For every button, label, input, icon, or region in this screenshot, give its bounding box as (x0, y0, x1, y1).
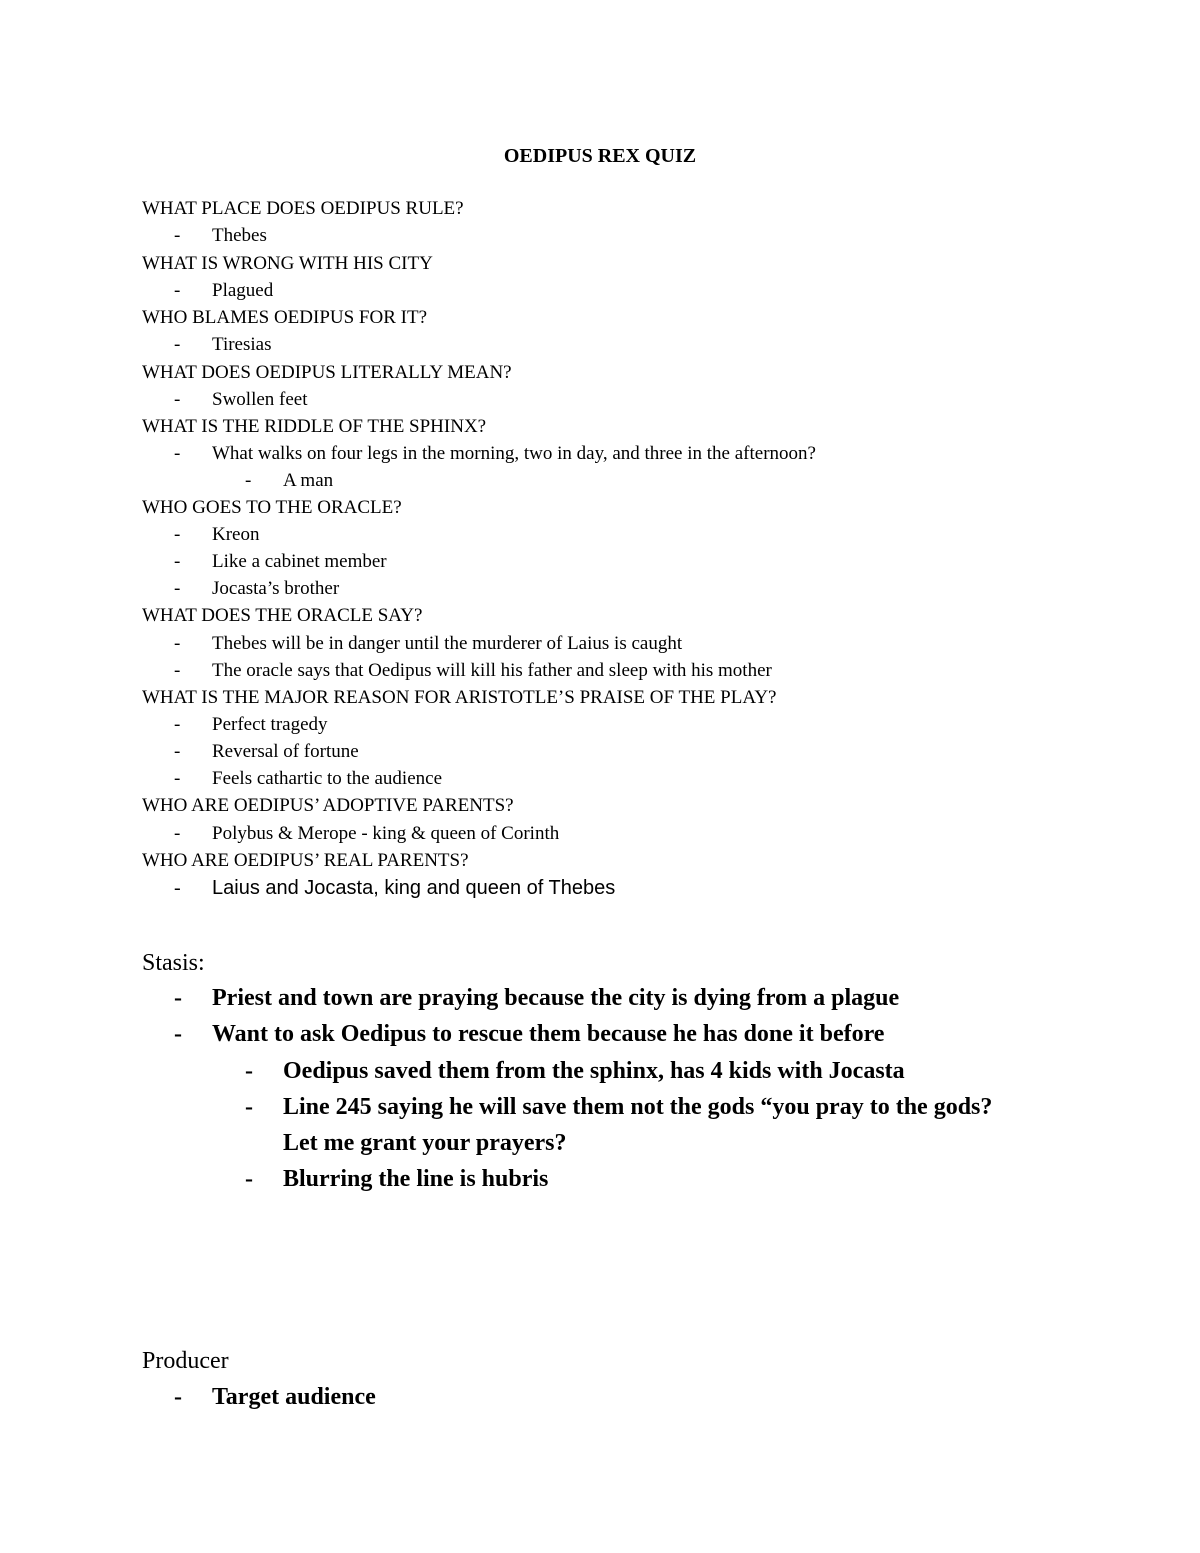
quiz-answer: - Kreon (174, 524, 260, 545)
quiz-answer: - Polybus & Merope - king & queen of Corinth (174, 823, 560, 844)
stasis-sub-point-continued: Let me grant your prayers? (283, 1130, 567, 1156)
bullet-dash: - (174, 1021, 182, 1047)
quiz-answer: - Plagued (174, 280, 274, 301)
bullet-dash: - (174, 280, 181, 301)
quiz-answer: - What walks on four legs in the morning, two in day, and three in the afternoon? (174, 443, 816, 464)
bullet-dash: - (174, 524, 181, 545)
quiz-answer: - Tiresias (174, 334, 272, 355)
bullet-dash: - (174, 225, 181, 246)
quiz-answer: - Thebes (174, 225, 267, 246)
quiz-question: WHO ARE OEDIPUS’ ADOPTIVE PARENTS? (142, 795, 514, 816)
bullet-dash: - (174, 443, 181, 464)
producer-heading: Producer (142, 1348, 229, 1374)
stasis-sub-point: - Line 245 saying he will save them not the gods “you pray to the gods? (245, 1094, 993, 1120)
quiz-question: WHO ARE OEDIPUS’ REAL PARENTS? (142, 850, 469, 871)
quiz-question: WHAT IS WRONG WITH HIS CITY (142, 253, 433, 274)
quiz-answer: - Laius and Jocasta, king and queen of Thebes (174, 877, 616, 899)
quiz-question: WHO GOES TO THE ORACLE? (142, 497, 402, 518)
bullet-dash: - (174, 1384, 182, 1410)
quiz-question: WHAT IS THE MAJOR REASON FOR ARISTOTLE’S PRAISE OF THE PLAY? (142, 687, 777, 708)
quiz-question: WHAT PLACE DOES OEDIPUS RULE? (142, 198, 464, 219)
bullet-dash: - (245, 1094, 253, 1120)
quiz-question: WHAT IS THE RIDDLE OF THE SPHINX? (142, 416, 487, 437)
stasis-point: - Priest and town are praying because the city is dying from a plague (174, 985, 900, 1011)
quiz-question: WHO BLAMES OEDIPUS FOR IT? (142, 307, 427, 328)
stasis-heading: Stasis: (142, 950, 205, 976)
bullet-dash: - (174, 633, 181, 654)
quiz-answer: - The oracle says that Oedipus will kill his father and sleep with his mother (174, 660, 772, 681)
bullet-dash: - (174, 714, 181, 735)
bullet-dash: - (174, 741, 181, 762)
bullet-dash: - (174, 578, 181, 599)
bullet-dash: - (174, 985, 182, 1011)
quiz-answer: - Reversal of fortune (174, 741, 359, 762)
stasis-point: - Want to ask Oedipus to rescue them because he has done it before (174, 1021, 885, 1047)
bullet-dash: - (174, 877, 181, 899)
bullet-dash: - (174, 660, 181, 681)
stasis-sub-point: - Blurring the line is hubris (245, 1166, 549, 1192)
producer-point: - Target audience (174, 1384, 376, 1410)
quiz-answer: - Swollen feet (174, 389, 308, 410)
bullet-dash: - (245, 1166, 253, 1192)
bullet-dash: - (245, 470, 252, 491)
quiz-answer: - Perfect tragedy (174, 714, 328, 735)
quiz-answer: - Jocasta’s brother (174, 578, 340, 599)
quiz-answer: - Thebes will be in danger until the murderer of Laius is caught (174, 633, 683, 654)
bullet-dash: - (174, 334, 181, 355)
page-title: OEDIPUS REX QUIZ (503, 145, 697, 167)
bullet-dash: - (174, 768, 181, 789)
stasis-sub-point: - Oedipus saved them from the sphinx, has 4 kids with Jocasta (245, 1058, 905, 1084)
bullet-dash: - (174, 389, 181, 410)
bullet-dash: - (245, 1058, 253, 1084)
quiz-sub-answer: - A man (245, 470, 334, 491)
bullet-dash: - (174, 551, 181, 572)
quiz-question: WHAT DOES OEDIPUS LITERALLY MEAN? (142, 362, 512, 383)
quiz-question: WHAT DOES THE ORACLE SAY? (142, 605, 423, 626)
quiz-answer: - Feels cathartic to the audience (174, 768, 443, 789)
bullet-dash: - (174, 823, 181, 844)
quiz-answer: - Like a cabinet member (174, 551, 387, 572)
